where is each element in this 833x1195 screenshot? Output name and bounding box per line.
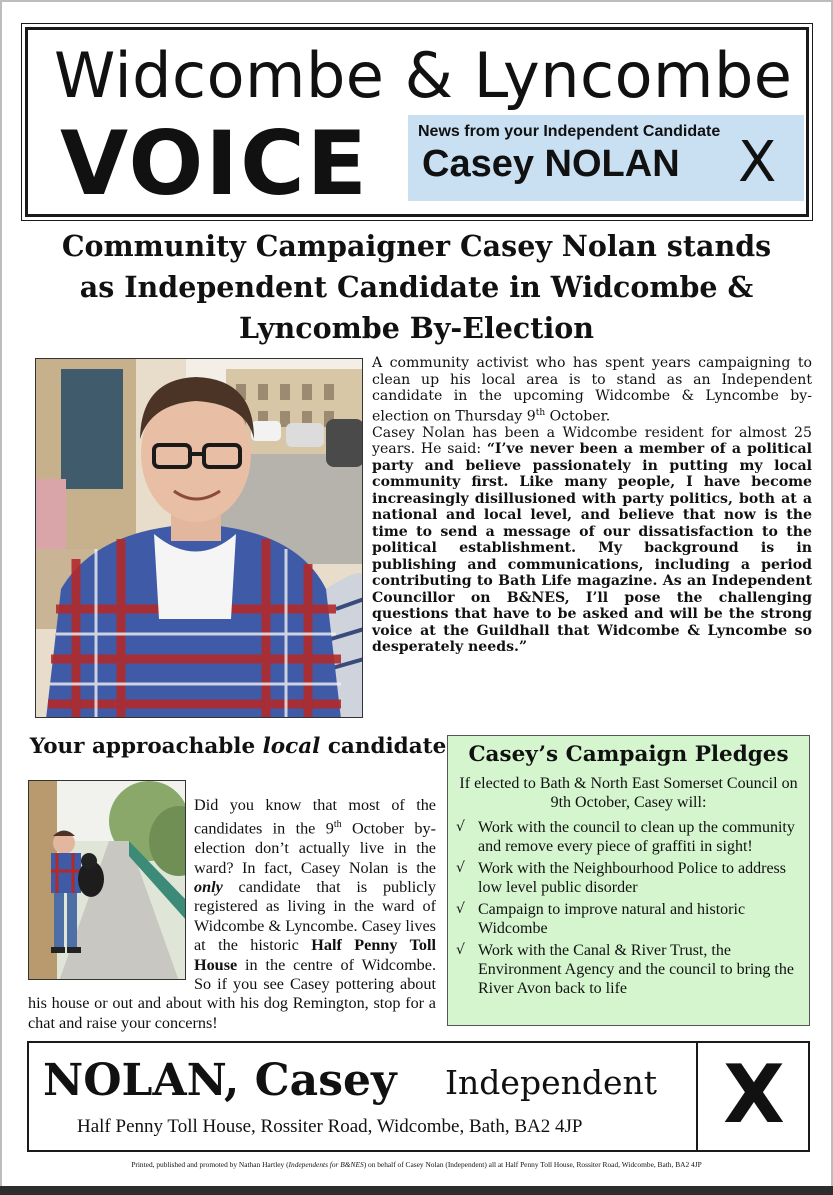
bottom-bar bbox=[0, 1186, 833, 1195]
ballot-candidate-name: NOLAN, Casey bbox=[43, 1055, 397, 1106]
campaign-pledges-box bbox=[447, 735, 810, 1026]
pledges-list bbox=[456, 818, 799, 998]
only-emphasis: only bbox=[194, 878, 223, 897]
pledges-intro: If elected to Bath & North East Somerset Council on 9th October, Casey will: bbox=[459, 775, 798, 811]
masthead-title: Widcombe & Lyncombe bbox=[54, 39, 793, 112]
toll-house-name: Half Penny Toll House bbox=[194, 936, 436, 974]
banner-cross-icon: X bbox=[738, 130, 777, 195]
main-article bbox=[372, 355, 812, 656]
pledge-item: √ Work with the council to clean up the community and remove every piece of graffiti in sight! bbox=[456, 819, 795, 855]
pledge-item: √ Campaign to improve natural and historic Widcombe bbox=[456, 901, 746, 937]
pledges-title: Casey’s Campaign Pledges bbox=[468, 742, 789, 767]
headline: Community Campaigner Casey Nolan stands as Independent Candidate in Widcombe & Lyncombe By-Election bbox=[61, 229, 772, 345]
masthead bbox=[25, 27, 809, 217]
check-icon: √ bbox=[456, 942, 465, 958]
article-intro: A community activist who has spent years campaigning to clean up his local area is to stand as an Independent candidate in the upcoming Widcombe & Lyncombe by-election on Thursday 9th October. bbox=[372, 355, 812, 425]
local-candidate-text: Did you know that most of the candidates in the 9th October by-election don’t actually live in the ward? In fact, Casey Nolan is the only candidate that is publicly registered as living in the ward of Widcombe & Lyncombe. Casey lives at the historic Half Penny Toll House in the centre of Widcombe. So if you see Casey pottering about his house or out and about with his dog Remington, stop for a chat and raise your concerns! bbox=[28, 796, 436, 1032]
pledge-item: √ Work with the Canal & River Trust, the Environment Agency and the council to bring the River Avon back to life bbox=[456, 942, 794, 997]
masthead-voice: VOICE bbox=[60, 112, 369, 215]
local-candidate-heading: Your approachable local candidate bbox=[29, 734, 447, 759]
pledge-item: √ Work with the Neighbourhood Police to address low level public disorder bbox=[456, 860, 786, 896]
check-icon: √ bbox=[456, 860, 465, 876]
ballot-party: Independent bbox=[445, 1063, 658, 1102]
candidate-banner bbox=[408, 115, 804, 201]
check-icon: √ bbox=[456, 901, 465, 917]
article-body: Casey Nolan has been a Widcombe resident for almost 25 years. He said: “I’ve never been a member of a political party and believe passionately in putting my local community first. Like many people, I have become increasingly disillusioned with party politics, both at a national and local level, and believe that now is the time to send a message of our dissatisfaction to the political establishment. My background is in publishing and communications, including a period contributing to Bath Life magazine. As an Independent Councillor on B&NES, I’ll pose the challenging questions that have to be asked and will be the strong voice at the Guildhall that Widcombe & Lyncombe so desperately needs.” bbox=[372, 424, 813, 656]
ballot-address: Half Penny Toll House, Rossiter Road, Widcombe, Bath, BA2 4JP bbox=[77, 1116, 583, 1137]
banner-candidate-name: Casey NOLAN bbox=[422, 143, 680, 185]
ballot-cross-icon: X bbox=[723, 1048, 785, 1141]
imprint-line: Printed, published and promoted by Nathan Hartley (Independents for B&NES) on behalf of Casey Nolan (Independent) all at Half Penny Toll House, Rossiter Road, Widcombe, Bath, BA2 4JP bbox=[131, 1160, 702, 1169]
ballot-cross-cell bbox=[696, 1043, 810, 1150]
candidate-quote: “I’ve never been a member of a political party and believe passionately in putting my local community first. Like many people, I have become increasingly disillusioned with party politics, both at a national and local level, and believe that now is the time to send a message of our dissatisfaction to the political establishment. My background is in publishing and communications, including a period contributing to Bath Life magazine. As an Independent Councillor on B&NES, I’ll pose the challenging questions that have to be asked and will be the strong voice at the Guildhall that Widcombe & Lyncombe so desperately needs.” bbox=[372, 441, 813, 656]
candidate-portrait-photo bbox=[35, 358, 363, 718]
check-icon: √ bbox=[456, 819, 465, 835]
banner-subtitle: News from your Independent Candidate bbox=[418, 123, 721, 140]
ballot-box bbox=[27, 1041, 810, 1152]
